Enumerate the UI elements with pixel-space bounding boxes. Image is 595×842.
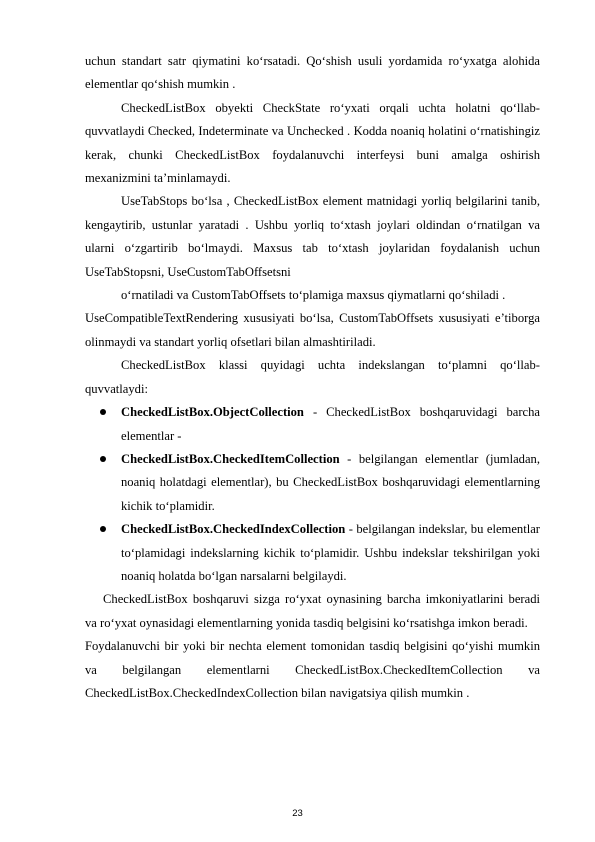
page-number: 23 xyxy=(292,808,303,819)
page-content xyxy=(85,50,540,705)
paragraph-4: o‘rnatiladi va CustomTabOffsets to‘plamiga maxsus qiymatlarni qo‘shiladi . xyxy=(121,288,506,303)
paragraph-3: UseTabStops bo‘lsa , CheckedListBox element matnidagi yorliq belgilarini tanib, kengaytirib, ustunlar yaratadi . Ushbu yorliq to‘xtash joylari oldindan o‘rnatilgan va ularni o‘zgartirib bo‘lmaydi. Maxsus tab to‘xtash joylaridan foydalanish uchun UseTabStopsni, UseCustomTabOffsetsni xyxy=(85,194,540,279)
paragraph-6: CheckedListBox klassi quyidagi uchta indekslangan to‘plamni qo‘llab-quvvatlaydi: xyxy=(85,358,540,396)
bullet-term: CheckedListBox.CheckedItemCollection xyxy=(121,451,340,466)
bullet-term: CheckedListBox.ObjectCollection xyxy=(121,405,304,420)
paragraph-7: CheckedListBox boshqaruvi sizga ro‘yxat oynasining barcha imkoniyatlarini beradi va ro‘yxat oynasidagi elementlarning yonida tasdiq belgisini ko‘rsatishga imkon beradi. xyxy=(85,592,540,630)
list-item xyxy=(85,518,540,588)
bullet-icon xyxy=(100,526,106,532)
collection-list xyxy=(85,401,540,588)
paragraph-1: uchun standart satr qiymatini ko‘rsatadi. Qo‘shish usuli yordamida ro‘yxatga alohida elementlar qo‘shish mumkin . xyxy=(85,54,540,92)
paragraph-2: CheckedListBox obyekti CheckState ro‘yxati orqali uchta holatni qo‘llab-quvvatlaydi Checked, Indeterminate va Unchecked . Kodda noaniq holatini o‘rnatishingiz kerak, chunki CheckedListBox foydalanuvchi interfeysi buni amalga oshirish mexanizmini ta’minlamaydi. xyxy=(85,100,540,186)
bullet-icon xyxy=(100,456,106,462)
bullet-text: - belgilangan indekslar, bu elementlar to‘plamidagi indekslarning kichik to‘plamidir. Ushbu indekslar tekshirilgan yoki noaniq holatda bo‘lgan narsalarni belgilaydi. xyxy=(121,522,540,583)
bullet-icon xyxy=(100,409,106,415)
bullet-text: - belgilangan elementlar (jumladan, noaniq holatdagi elementlar), bu CheckedListBox boshqaruvidagi elementlarning kichik to‘plamidir. xyxy=(121,451,540,513)
bullet-text: - CheckedListBox boshqaruvidagi barcha elementlar - xyxy=(121,405,540,443)
bullet-term: CheckedListBox.CheckedIndexCollection xyxy=(121,522,346,537)
paragraph-5: UseCompatibleTextRendering xususiyati bo‘lsa, CustomTabOffsets xususiyati e’tiborga olinmaydi va standart yorliq ofsetlari bilan almashtiriladi. xyxy=(85,311,540,349)
paragraph-8: Foydalanuvchi bir yoki bir nechta element tomonidan tasdiq belgisini qo‘yishi mumkin va belgilangan elementlarni CheckedListBox.CheckedItemCollection va CheckedListBox.CheckedIndexCollection bilan navigatsiya qilish mumkin . xyxy=(85,639,540,700)
list-item xyxy=(85,401,540,448)
list-item xyxy=(85,448,540,518)
